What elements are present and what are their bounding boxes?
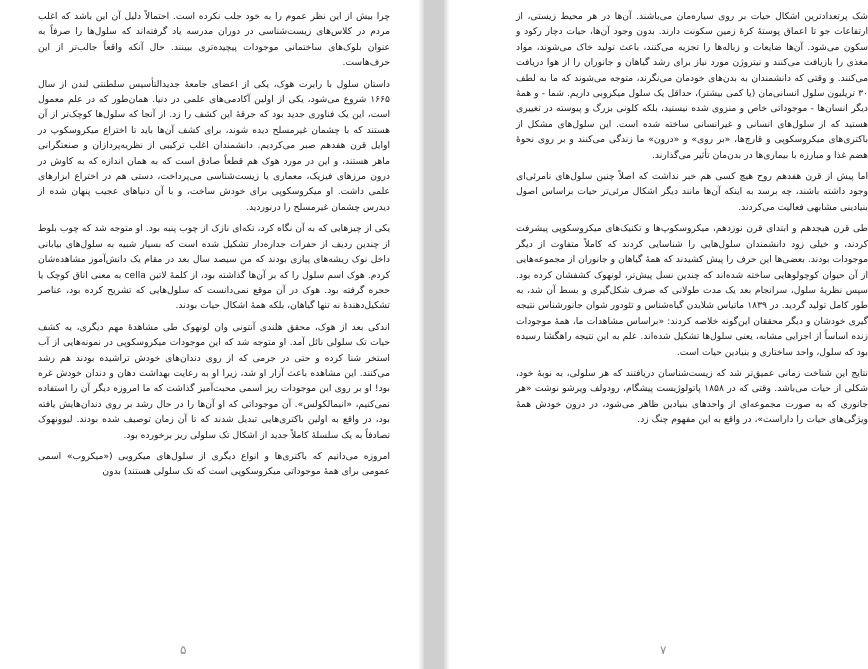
paragraph: طی قرن هیجدهم و ابتدای قرن نوزدهم، میکروسکوپ‌ها و تکنیک‌های میکروسکوپی پیشرفت کردند، و خیلی زود دانشمندان سلول‌هایی را شناسایی کردند که کاملاً متفاوت از دیگر موجودات بودند. بعضی‌ها این حرف را پیش کشیدند که همهٔ گیاهان و جانوران از مجموعه‌هایی از آن حیوان کوچولوهایی ساخته شده‌اند که چندین نسل پیش‌تر، لونهوک کشفشان کرده بود. سپس نظریهٔ سلول، سرانجام بعد یک مدت طولانی که صرف شکل‌گیری و بسط آن شد، به طور کامل تولید گردید. در ۱۸۳۹ ماتیاس شلایدن گیاه‌شناس و تئودور شوان جانورشناس نتیجه‌ گیری خودشان و دیگر محققان این‌گونه خلاصه کردند: «براساس مشاهدات ما، همهٔ موجودات زنده اساساً از اجزایی مشابه، یعنی سلول‌ها تشکیل شده‌اند. علم به این نتیجه راهگشا رسیده بود که سلول، واحد ساختاری و بنیادین حیات است. xyxy=(516,223,868,358)
paragraph: چرا بیش از این نظر عموم را به خود جلب نکرده است. احتمالاً دلیل آن این باشد که اغلب مردم در کلاس‌های زیست‌شناسی در دوران مدرسه یاد گرفته‌اند که سلول‌ها را صرفاً به عنوان بلوک‌های ساختمانی موجودات پیچیده‌تری ببینند. حال آنکه واقعاً جالب‌تر از این حرف‌هاست. xyxy=(38,11,390,69)
page-number: ۷ xyxy=(660,643,667,657)
paragraph: نتایج این شناخت زمانی عمیق‌تر شد که زیست‌شناسان دریافتند که هر سلولی، به نوبهٔ خود، شکلی از حیات می‌باشد. وقتی که در ۱۸۵۸ پاتولوژیست پیشگام، رودولف ویرشو نوشت «هر جانوری که به صورت مجموعه‌ای از واحدهای بنیادین ظاهر می‌شود، در درون خودش همهٔ ویژگی‌های حیات را داراست»، در واقع به این مفهوم چنگ زد. xyxy=(516,367,868,426)
paragraph: یکی از چیزهایی که به آن نگاه کرد، تکه‌ای نازک از چوب پنبه بود. او متوجه شد که چوب بلوط از چندین ردیف از حفرات جداره‌دار تشکیل شده است که بسیار شبیه به سلول‌های بیابانی داخل نوک ریشه‌های پیازی بودند که من سیصد سال بعد در مقام یک دانش‌آموز مشاهده‌شان کردم. هوک اسم سلول را که بر آن‌ها گذاشته بود، از کلمهٔ لاتین cella به معنی اتاق کوچک یا حجره گرفته بود. هوک در آن موقع نمی‌دانست که سلول‌هایی که تشریح کرده بود، عناصر تشکیل‌دهندهٔ نه تنها گیاهان، بلکه همهٔ اشکال حیات بودند. xyxy=(38,223,390,312)
page-number: ۵ xyxy=(180,643,187,657)
paragraph: اما پیش از قرن هفدهم روح هیچ کسی هم خبر نداشت که اصلاً چنین سلول‌های نامرئی‌ای وجود داشته باشند، چه برسد به اینکه آن‌ها مانند دیگر اشکال مرئی‌تر حیات براساس اصول بنیادینی مشابهی فعالیت می‌کردند. xyxy=(516,171,868,213)
right-page-text xyxy=(516,9,868,434)
paragraph: داستان سلول با رابرت هوک، یکی از اعضای جامعهٔ جدیدالتأسیس سلطنتی لندن از سال ۱۶۶۵ شروع می‌شود، یکی از اولین آکادمی‌های علمی در دنیا. همان‌طور که در علم معمول است، این یک فناوری جدید بود که جرقهٔ این کشف را زد. از آنجا که سلول‌ها کوچک‌تر از آن هستند که با چشمان غیرمسلح دیده شوند، برای کشف آن‌ها باید تا اختراع میکروسکوپ در اوایل قرن هفدهم صبر می‌کردیم. دانشمندان اغلب ترکیبی از نظریه‌پردازان و صنعتگرانی ماهر هستند، و این در مورد هوک هم قطعاً صادق است که به همان اندازه که به کاوش در درون مرزهای فیزیک، معماری یا زیست‌شناسی می‌پرداخت، دستی هم در اختراع ابزارهای علمی داشت. او میکروسکوپی برای خودش ساخت، و با آن دنیاهای عجیب پنهان شده از دیدرس چشمان غیرمسلح را درنوردید. xyxy=(38,78,390,213)
paragraph: اندکی بعد از هوک، محقق هلندی آنتونی وان لونهوک طی مشاهدهٔ مهم دیگری، به کشف حیات تک سلولی نائل آمد. او متوجه شد که این موجودات میکروسکوپی در نمونه‌هایی از آب استخر شنا کرده و حتی در جرمی که از روی دندان‌های خودش تراشیده بودند هم رشد می‌کنند. این مشاهده باعث آزار او شد، زیرا او به رعایت بهداشت دهان و دندان خودش غره بود! او بر روی این موجودات ریز اسمی محبت‌آمیز گذاشت که ما امروزه دیگر آن را استفاده نمی‌کنیم، «انیمالکولس». آن موجوداتی که او آن‌ها را در حال رشد بر روی دندان‌هایش یافته بود، در واقع به اولین باکتری‌هایی تبدیل شدند که تا آن زمان توصیف شده بودند. لیوونهوک تصادفاً به یک سلسلهٔ کاملاً جدید از اشکال تک سلولی ریز برخورده بود. xyxy=(38,321,390,441)
paragraph: شک پرتعدادترین اشکال حیات بر روی سیاره‌مان می‌باشند. آن‌ها در هر محیط زیستی، از ارتفاعات جو تا اعماق پوستهٔ کرهٔ زمین سکونت دارند. بدون وجود آن‌ها، حیات دچار رکود و سکون می‌شود. آن‌ها ضایعات و زباله‌ها را تجزیه می‌کنند، باعث تولید خاک می‌شوند، مواد مغذی را بازیافت می‌کنند و نیتروژن مورد نیاز برای رشد گیاهان و جانوران را از هوا دریافت می‌کنند. و وقتی که دانشمندان به بدن‌های خودمان می‌نگرند، متوجه می‌شوند که ما به لطف ۳۰ تریلیون سلول انسانی‌مان (یا کمی بیشتر)، حداقل یک سلول میکروبی داریم. شما - و همهٔ دیگر انسان‌ها - موجوداتی خاص و منزوی شده نیستید، بلکه کلونی بزرگ و پیوسته در تغییری هستید که از سلول‌های انسانی و غیرانسانی ساخته شده است. این سلول‌های مشکل از باکتری‌های میکروسکوپی و قارچ‌ها، «بر روی» و «درون» ما زندگی می‌کنند و بر روی نحوهٔ هضم غذا و مبارزه با بیماری‌ها در بدن‌مان تأثیر می‌گذارند. xyxy=(516,11,868,161)
left-page xyxy=(0,0,424,669)
paragraph: امروزه می‌دانیم که باکتری‌ها و انواع دیگری از سلول‌های میکروبی («میکروب» اسمی عمومی برای همهٔ موجوداتی میکروسکوپی است که تک سلولی هستند) بدون xyxy=(38,450,390,478)
right-page xyxy=(444,0,868,669)
right-page-gutter xyxy=(444,0,450,669)
left-page-gutter xyxy=(418,0,424,669)
left-page-text xyxy=(38,9,390,486)
